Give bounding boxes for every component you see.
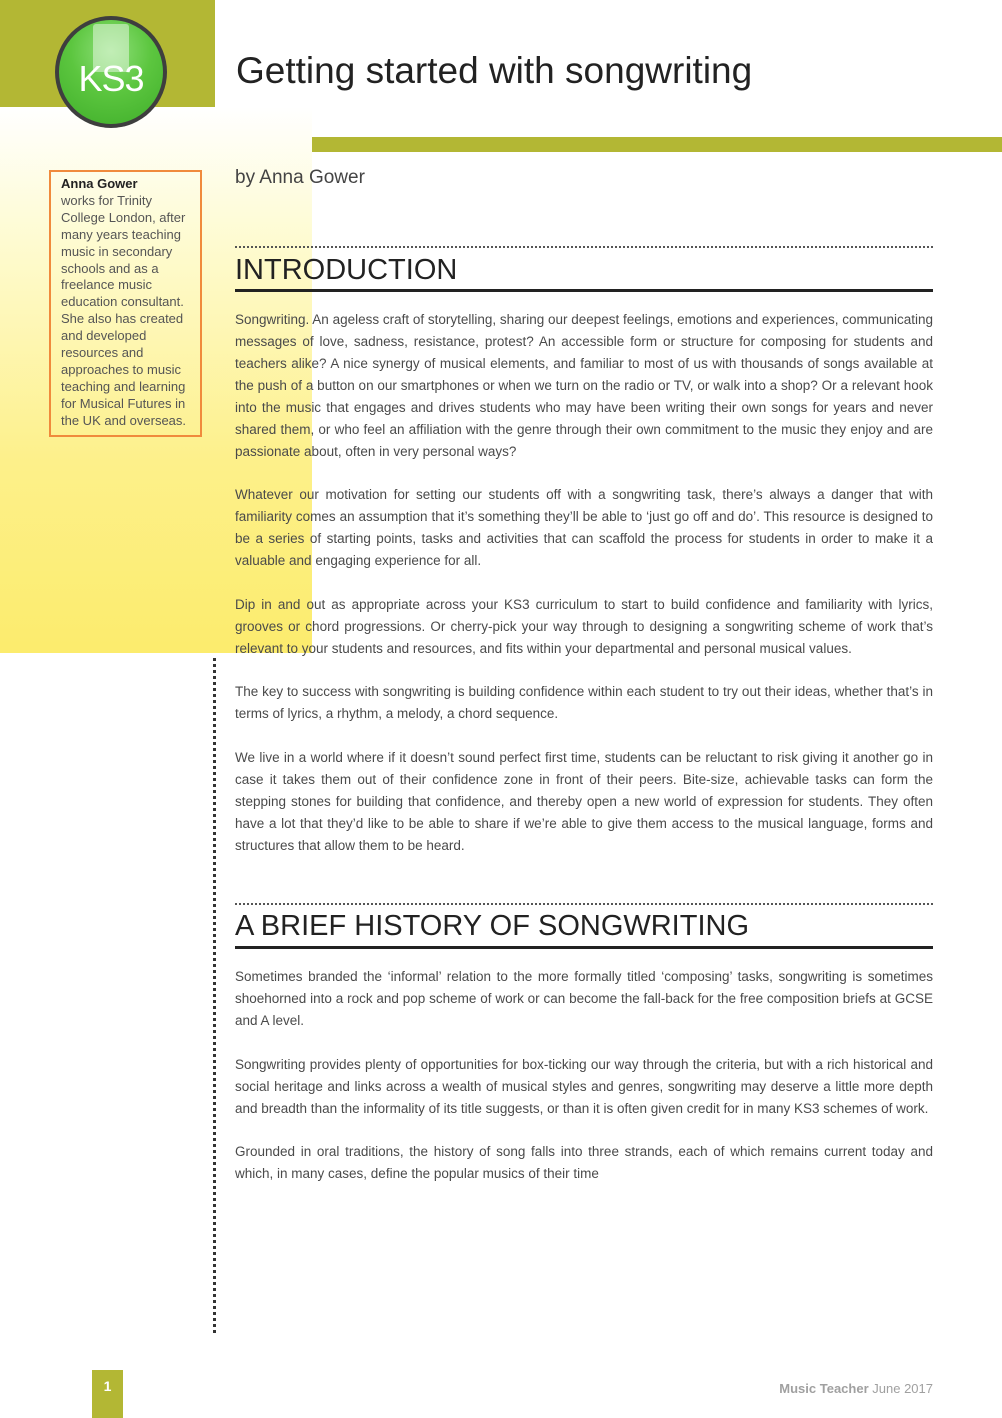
section-heading-introduction: INTRODUCTION	[235, 254, 458, 286]
page-number-tab	[92, 1370, 123, 1418]
section-heading-underline	[235, 289, 933, 292]
ks3-badge-circle	[59, 20, 163, 124]
section-divider-dotted	[235, 903, 933, 905]
history-paragraph: Songwriting provides plenty of opportunities for box-ticking our way through the criteria, but with a rich historical and social heritage and links across a wealth of musical styles and genres, songwriting may deserve a little more depth and breadth than the informality of its title suggests, or than it is often given credit for in many KS3 schemes of work.	[235, 1057, 933, 1116]
ks3-badge	[55, 16, 167, 128]
section-divider-dotted	[235, 246, 933, 248]
page-title: Getting started with songwriting	[236, 50, 753, 91]
page-number: 1	[103, 1378, 112, 1394]
intro-paragraph: Dip in and out as appropriate across your KS3 curriculum to start to build confidence and familiarity with lyrics, grooves or chord progressions. Or cherry-pick your way through to designing a songwriting scheme of work that’s relevant to your students and resources, and fits within your departmental and personal musical values.	[235, 597, 933, 656]
author-bio-name: Anna Gower	[61, 176, 138, 191]
intro-paragraph: We live in a world where if it doesn’t sound perfect first time, students can be reluctant to risk giving it another go in case it takes them out of their confidence zone in front of their peers. Bite-size, achievable tasks can form the stepping stones for building that confidence, and thereby open a new world of expression for students. They often have a lot that they’d like to be able to share if we’re able to give them access to the musical language, forms and structures that allow them to be heard.	[235, 750, 933, 853]
section-heading-history: A BRIEF HISTORY OF SONGWRITING	[235, 910, 750, 942]
section-heading-underline	[235, 946, 933, 949]
intro-paragraph: Whatever our motivation for setting our students off with a songwriting task, there’s always a danger that with familiarity comes an assumption that it’s something they’ll be able to ‘just go off and do’. This resource is designed to be a series of starting points, tasks and activities that can scaffold the process for students in order to make it a valuable and engaging experience for all.	[235, 487, 933, 568]
history-paragraph: Sometimes branded the ‘informal’ relation to the more formally titled ‘composing’ tasks, songwriting is sometimes shoehorned into a rock and pop scheme of work or can become the fall-back for the free composition briefs at GCSE and A level.	[235, 969, 933, 1028]
intro-paragraph: Songwriting. An ageless craft of storytelling, sharing our deepest feelings, emotions and experiences, communicating messages of love, sadness, resistance, protest? An accessible form or structure for composing for students and teachers alike? A nice synergy of musical elements, and familiar to most of us with thousands of songs available at the push of a button on our smartphones or when we turn on the radio or TV, or walk into a shop? Or a relevant hook into the music that engages and drives students who may have been writing their own songs for years and never shared them, or who feel an affiliation with the genre through their own commitment to the music they enjoy and are passionate about, often in very personal ways?	[235, 312, 933, 459]
title-accent-bar	[312, 137, 1002, 152]
footer-brand: Music Teacher	[779, 1381, 869, 1396]
margin-dotted-line	[213, 658, 216, 1333]
ks3-badge-label: KS3	[78, 58, 144, 99]
byline: by Anna Gower	[235, 167, 365, 188]
footer-publication	[779, 1381, 933, 1396]
intro-paragraph: The key to success with songwriting is building confidence within each student to try out their ideas, whether that’s in terms of lyrics, a rhythm, a melody, a chord sequence.	[235, 684, 933, 721]
footer-issue: June 2017	[872, 1381, 933, 1396]
author-bio-text: works for Trinity College London, after many years teaching music in secondary schools and as a freelance music education consultant. She also has created and developed resources and approaches to music teaching and learning for Musical Futures in the UK and overseas.	[61, 192, 187, 428]
history-paragraph: Grounded in oral traditions, the history of song falls into three strands, each of which remains current today and which, in many cases, define the popular musics of their time	[235, 1144, 933, 1181]
author-bio-box	[49, 170, 202, 437]
